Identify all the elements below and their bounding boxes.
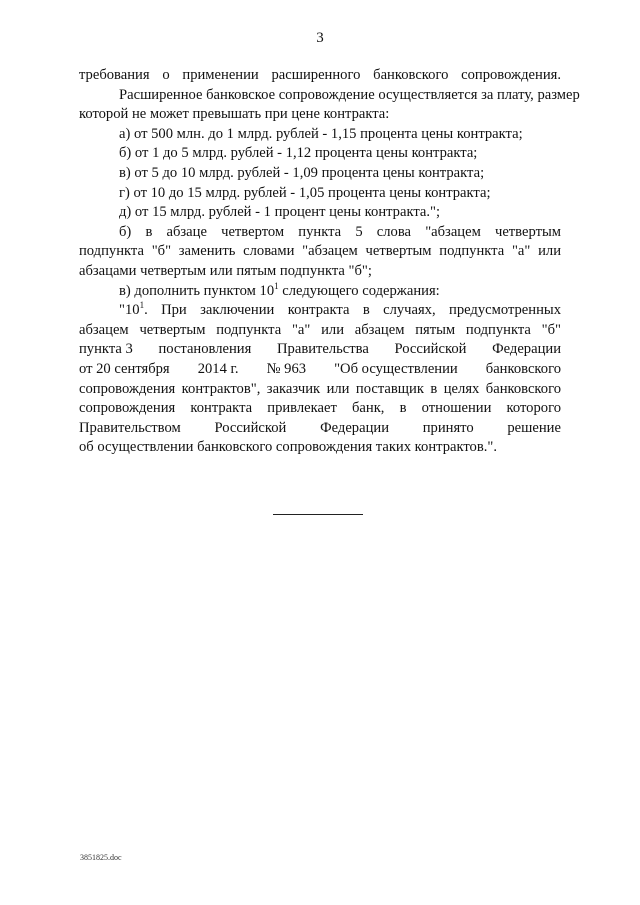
word: пункта 3 [79,341,133,358]
superscript: 1 [139,300,145,311]
word: постановления [158,341,252,358]
text-line: сопровождения контракта привлекает банк, в отношении которого [79,400,561,417]
text-fragment: в) дополнить пунктом 10 [119,282,275,299]
text-fragment: следующего содержания: [278,282,440,299]
word: решение [507,419,561,436]
text-line [79,282,561,302]
page-number: 3 [316,30,324,46]
text-line: сопровождения контрактов", заказчик или поставщик в целях банковского [79,380,561,397]
text-line: абзацами четвертым или пятым подпункта "б"; [79,262,372,279]
text-line [79,340,561,360]
text-line [79,419,561,439]
word: "Об осуществлении [334,360,458,377]
body-text [79,66,580,458]
list-item: г) от 10 до 15 млрд. рублей - 1,05 процента цены контракта; [119,184,491,201]
end-divider [273,514,363,515]
word: Федерации [320,419,389,436]
list-item: д) от 15 млрд. рублей - 1 процент цены контракта."; [119,204,441,221]
word: Правительства [277,341,369,358]
superscript: 1 [274,280,279,291]
text-fragment: . При заключении контракта в случаях, предусмотренных [144,302,561,319]
text-line: абзацем четвертым подпункта "а" или абзацем пятым подпункта "б" [79,321,561,338]
list-item: а) от 500 млн. до 1 млрд. рублей - 1,15 процента цены контракта; [119,125,523,142]
word: № 963 [266,360,307,377]
text-line [79,360,561,380]
word: банковского [485,360,561,377]
word: Российской [214,419,287,436]
text-line: об осуществлении банковского сопровождения таких контрактов.". [79,439,497,456]
list-item: б) от 1 до 5 млрд. рублей - 1,12 процента цены контракта; [119,145,478,162]
word: 2014 г. [197,360,239,377]
text-line: подпункта "б" заменить словами "абзацем четвертым подпункта "а" или [79,243,561,260]
word: принято [422,419,474,436]
text-line: которой не может превышать при цене контракта: [79,106,390,123]
list-item: в) от 5 до 10 млрд. рублей - 1,09 процента цены контракта; [119,164,485,181]
text-line [79,301,561,321]
text-line: требования о применении расширенного банковского сопровождения. [79,67,561,83]
word: от 20 сентября [79,360,170,377]
file-name-footer: 3851825.doc [80,853,122,862]
text-line: б) в абзаце четвертом пункта 5 слова "абзацем четвертым [119,223,561,240]
word: Российской [394,341,467,358]
text-fragment: "10 [119,302,140,319]
text-line: Расширенное банковское сопровождение осуществляется за плату, размер [119,86,580,103]
word: Правительством [79,419,181,436]
word: Федерации [492,341,561,358]
